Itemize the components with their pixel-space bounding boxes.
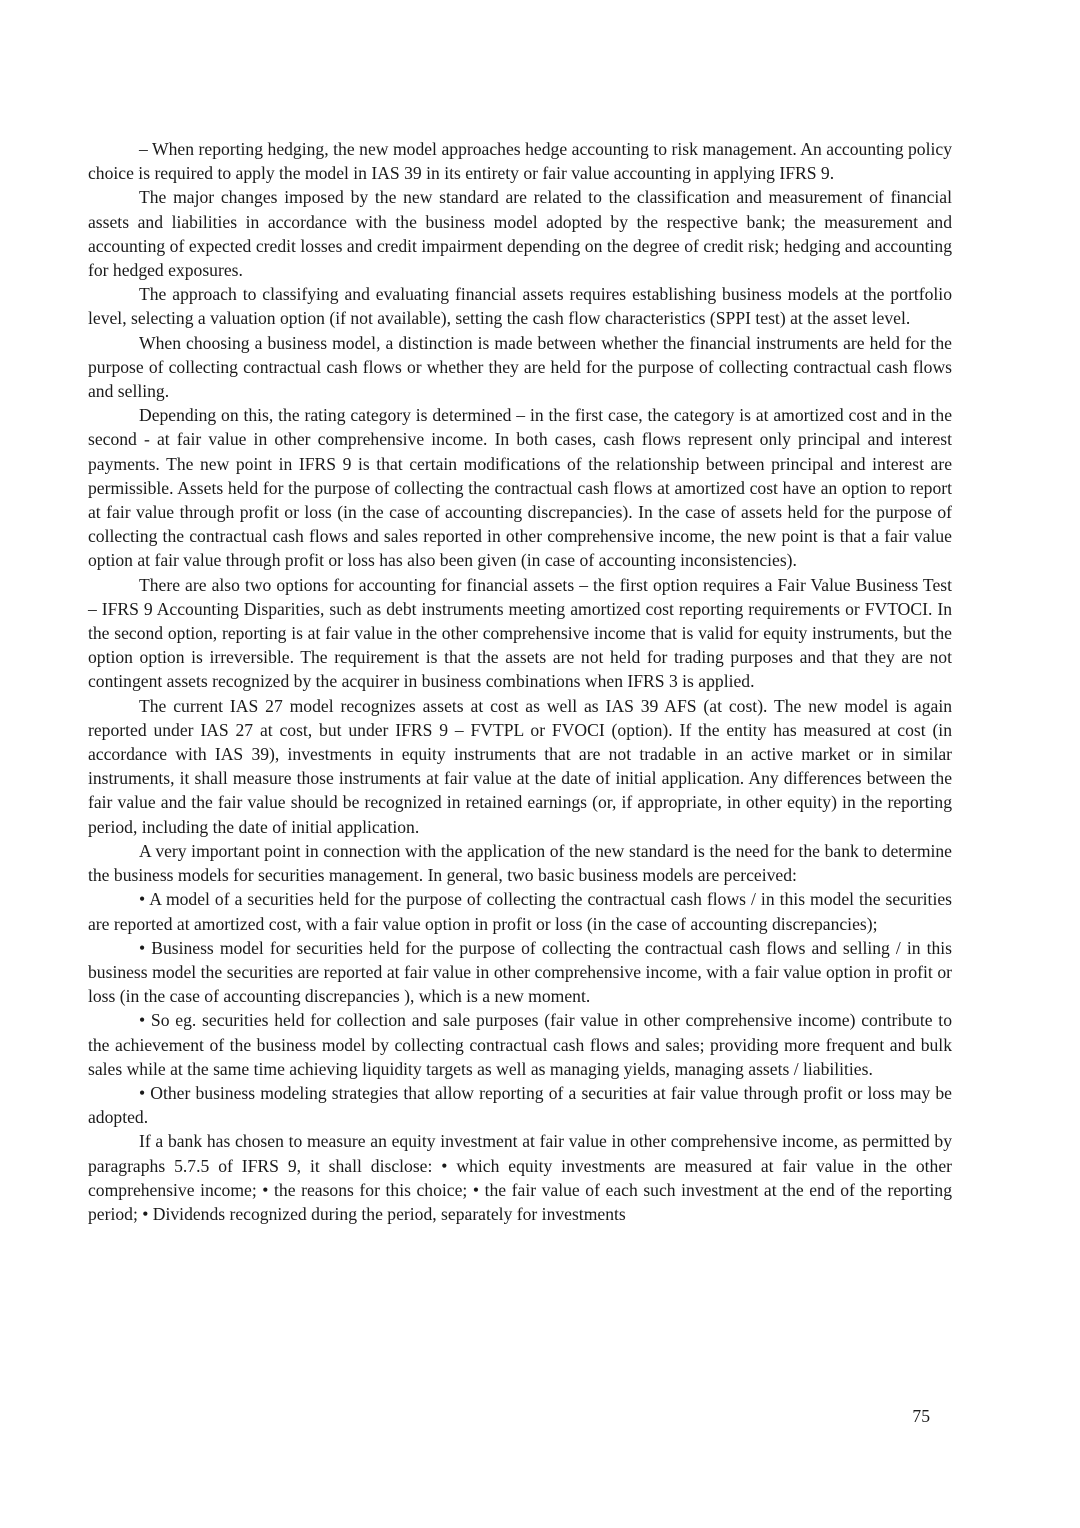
bullet-amortized-cost-model: • A model of a securities held for the purpose of collecting the contractual cash flows / in this model the securities are reported at amortized cost, with a fair value option in profit or loss (in the case of accounting discrepancies); [88,889,952,934]
paragraph-business-model-choice: When choosing a business model, a distinction is made between whether the financial instruments are held for the purpose of collecting contractual cash flows or whether they are held for the purpose of collecting contractual cash flows and selling. [88,332,952,402]
bullet-collection-sale-example: • So eg. securities held for collection and sale purposes (fair value in other comprehensive income) contribute to the achievement of the business model by collecting contractual cash flows and sales; providing more frequent and bulk sales while at the same time achieving liquidity targets as well as managing yields, managing assets / liabilities. [88,1010,952,1079]
page-number: 75 [912,1406,930,1426]
paragraph-ias27-model: The current IAS 27 model recognizes assets at cost as well as IAS 39 AFS (at cost). The new model is again reported under IAS 27 at cost, but under IFRS 9 – FVTPL or FVOCI (option). If the entity has measured at cost (in accordance with IAS 39), investments in equity instruments that are not tradable in an active market or in similar instruments, it shall measure those instruments at fair value at the date of initial application. Any differences between the fair value and the fair value should be recognized in retained earnings (or, if appropriate, in other equity) in the reporting period, including the date of initial application. [88,695,952,837]
paragraph-classification-approach: The approach to classifying and evaluating financial assets requires establishing business models at the portfolio level, selecting a valuation option (if not available), setting the cash flow characteristics (SPPI test) at the asset level. [88,284,952,329]
paragraph-business-models-intro: A very important point in connection with the application of the new standard is the need for the bank to determine the business models for securities management. In general, two basic business models are perceived: [88,840,952,886]
paragraph-accounting-options: There are also two options for accounting for financial assets – the first option requires a Fair Value Business Test – IFRS 9 Accounting Disparities, such as debt instruments meeting amortized cost reporting requirements or FVTOCI. In the second option, reporting is at fair value in the other comprehensive income that is valid for equity instruments, but the option option is irreversible. The requirement is that the assets are not held for trading purposes and that they are not contingent assets recognized by the acquirer in business combinations when IFRS 3 is applied. [88,574,952,692]
paragraph-major-changes: The major changes imposed by the new standard are related to the classification and measurement of financial assets and liabilities in accordance with the business model adopted by the respective bank; the measurement and accounting of expected credit losses and credit impairment depending on the degree of credit risk; hedging and accounting for hedged exposures. [88,187,952,281]
bullet-other-strategies: • Other business modeling strategies that allow reporting of a securities at fair value through profit or loss may be adopted. [88,1082,952,1128]
bullet-collect-and-sell-model: • Business model for securities held for the purpose of collecting the contractual cash flows and selling / in this business model the securities are reported at fair value in other comprehensive income, with a fair value option in profit or loss (in the case of accounting discrepancies ), which is a new moment. [88,937,952,1007]
paragraph-equity-disclosure: If a bank has chosen to measure an equity investment at fair value in other comprehensive income, as permitted by paragraphs 5.7.5 of IFRS 9, it shall disclose: • which equity investments are measured at fair value in the other comprehensive income; • the reasons for this choice; • the fair value of each such investment at the end of the reporting period; • Dividends recognized during the period, separately for investments [88,1131,952,1224]
paragraph-rating-category: Depending on this, the rating category is determined – in the first case, the category is at amortized cost and in the second - at fair value in other comprehensive income. In both cases, cash flows represent only principal and interest payments. The new point in IFRS 9 is that certain modifications of the relationship between principal and interest are permissible. Assets held for the purpose of collecting the contractual cash flows at amortized cost have an option to report at fair value through profit or loss (in the case of accounting discrepancies). In the case of assets held for the purpose of collecting the contractual cash flows and sales reported in other comprehensive income, the new point is that a fair value option at fair value through profit or loss has also been given (in case of accounting inconsistencies). [88,405,952,571]
document-body [88,137,952,1226]
paragraph-hedging: – When reporting hedging, the new model approaches hedge accounting to risk management. An accounting policy choice is required to apply the model in IAS 39 in its entirety or fair value accounting in applying IFRS 9. [88,139,952,184]
